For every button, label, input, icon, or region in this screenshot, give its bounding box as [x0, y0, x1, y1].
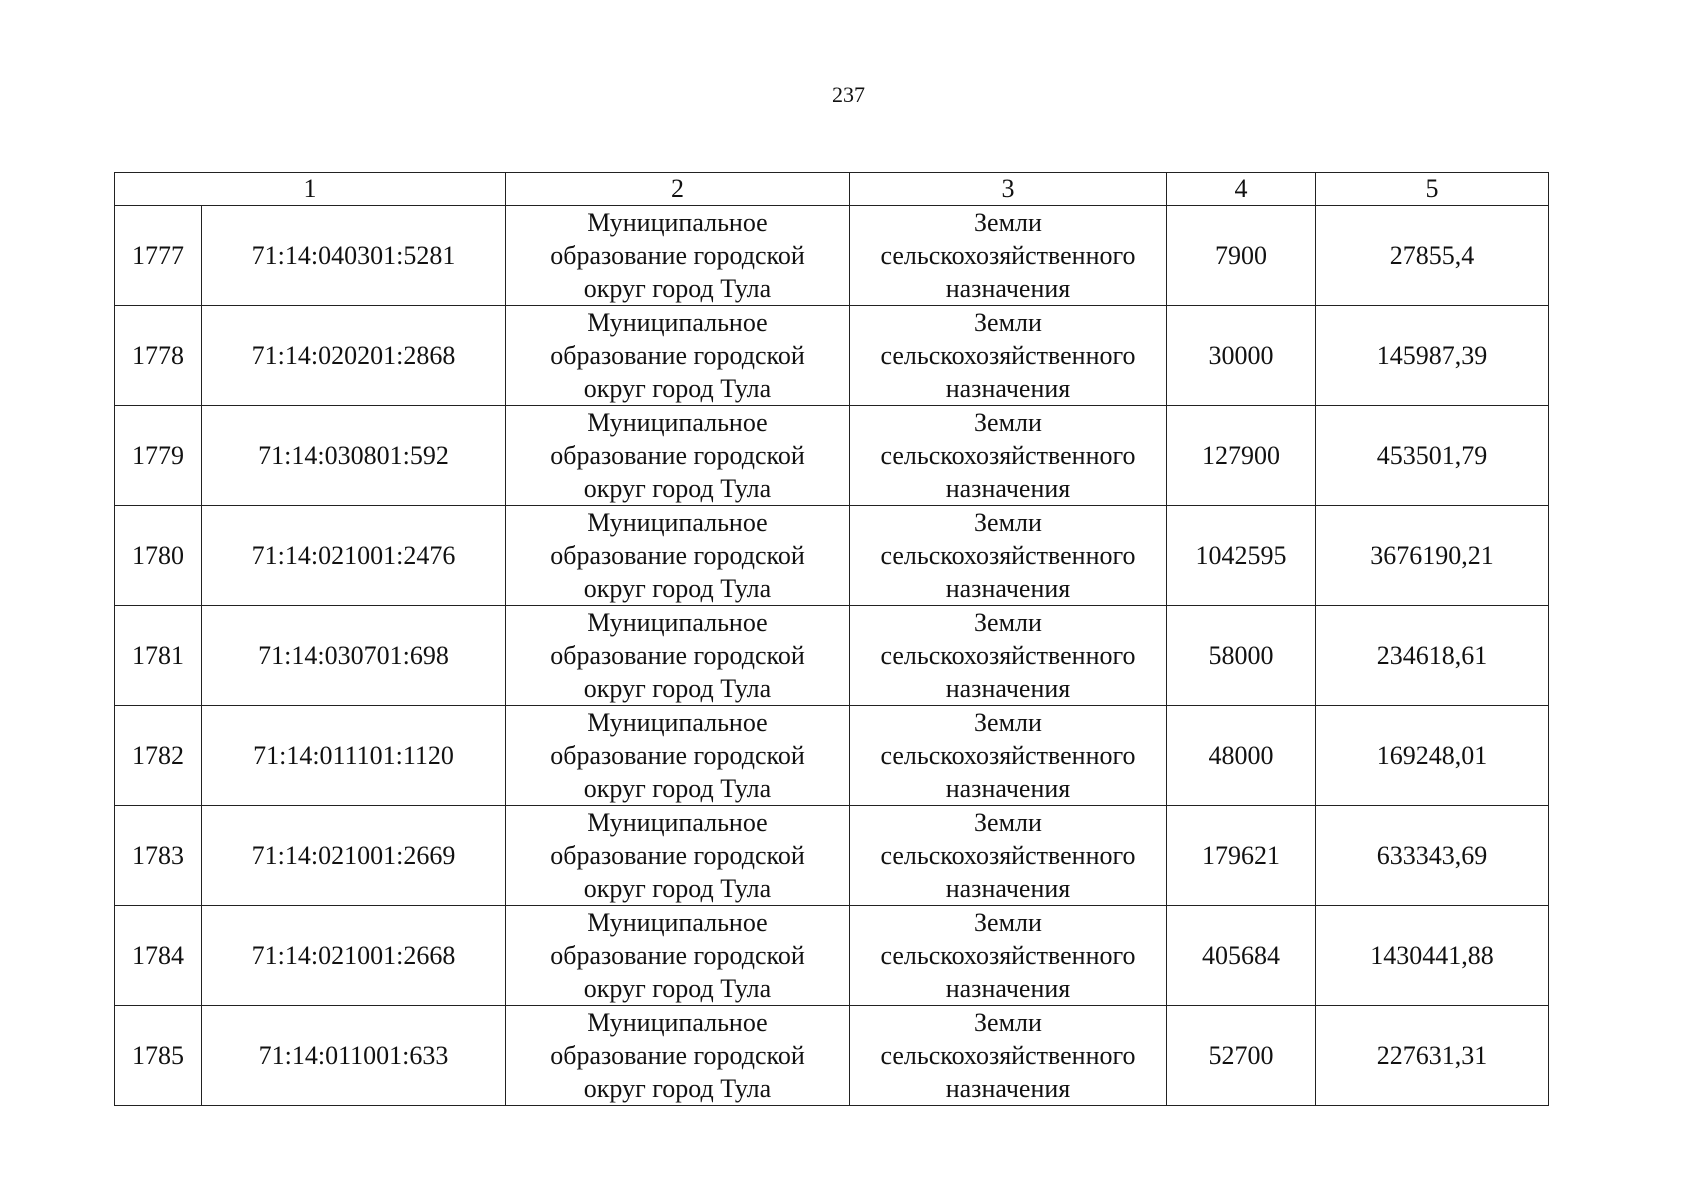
- land-category-cell-line: назначения: [945, 274, 1071, 303]
- cadastral-number: 71:14:040301:5281: [202, 206, 506, 306]
- column-header-5: 5: [1316, 173, 1549, 206]
- land-category-cell-line: сельскохозяйственного: [880, 541, 1136, 570]
- land-category-cell: [850, 206, 1167, 306]
- owner-cell: [506, 606, 850, 706]
- table-row: [115, 306, 1549, 406]
- row-number: 1779: [115, 406, 202, 506]
- owner-cell: [506, 906, 850, 1006]
- owner-cell: [506, 506, 850, 606]
- area-cell: 127900: [1167, 406, 1316, 506]
- land-category-cell-line: сельскохозяйственного: [880, 741, 1136, 770]
- owner-cell-line: Муниципальное: [587, 408, 768, 437]
- land-category-cell-line: Земли: [974, 1008, 1042, 1037]
- land-category-cell-line: назначения: [945, 1074, 1071, 1103]
- land-category-cell: [850, 606, 1167, 706]
- table-row: [115, 806, 1549, 906]
- owner-cell-line: Муниципальное: [587, 208, 768, 237]
- land-category-cell: [850, 706, 1167, 806]
- owner-cell-line: образование городской: [550, 941, 805, 970]
- land-category-cell-line: назначения: [945, 374, 1071, 403]
- cadastral-value-cell: 453501,79: [1316, 406, 1549, 506]
- owner-cell-line: округ город Тула: [583, 274, 772, 303]
- land-category-cell-line: Земли: [974, 408, 1042, 437]
- land-category-cell-line: назначения: [945, 974, 1071, 1003]
- land-category-cell-line: назначения: [945, 574, 1071, 603]
- owner-cell: [506, 206, 850, 306]
- cadastral-number: 71:14:011001:633: [202, 1006, 506, 1106]
- land-category-cell-line: сельскохозяйственного: [880, 841, 1136, 870]
- cadastral-number: 71:14:030801:592: [202, 406, 506, 506]
- land-registry-table: [114, 172, 1549, 1106]
- cadastral-value-cell: 227631,31: [1316, 1006, 1549, 1106]
- header-row: [115, 173, 1549, 206]
- owner-cell: [506, 406, 850, 506]
- table-row: [115, 506, 1549, 606]
- owner-cell-line: образование городской: [550, 541, 805, 570]
- row-number: 1783: [115, 806, 202, 906]
- cadastral-number: 71:14:021001:2476: [202, 506, 506, 606]
- cadastral-number: 71:14:021001:2669: [202, 806, 506, 906]
- cadastral-number: 71:14:030701:698: [202, 606, 506, 706]
- land-category-cell-line: сельскохозяйственного: [880, 441, 1136, 470]
- row-number: 1782: [115, 706, 202, 806]
- owner-cell-line: округ город Тула: [583, 1074, 772, 1103]
- cadastral-value-cell: 3676190,21: [1316, 506, 1549, 606]
- owner-cell-line: округ город Тула: [583, 974, 772, 1003]
- land-category-cell-line: Земли: [974, 708, 1042, 737]
- land-category-cell-line: Земли: [974, 508, 1042, 537]
- owner-cell-line: округ город Тула: [583, 374, 772, 403]
- page-number: 237: [832, 82, 865, 107]
- owner-cell: [506, 1006, 850, 1106]
- area-cell: 48000: [1167, 706, 1316, 806]
- column-header-3: 3: [850, 173, 1167, 206]
- land-category-cell-line: назначения: [945, 674, 1071, 703]
- owner-cell-line: округ город Тула: [583, 674, 772, 703]
- owner-cell-line: Муниципальное: [587, 508, 768, 537]
- area-cell: 52700: [1167, 1006, 1316, 1106]
- cadastral-value-cell: 1430441,88: [1316, 906, 1549, 1006]
- land-category-cell: [850, 306, 1167, 406]
- owner-cell: [506, 806, 850, 906]
- owner-cell-line: образование городской: [550, 441, 805, 470]
- owner-cell-line: Муниципальное: [587, 808, 768, 837]
- table-row: [115, 1006, 1549, 1106]
- area-cell: 405684: [1167, 906, 1316, 1006]
- area-cell: 1042595: [1167, 506, 1316, 606]
- area-cell: 30000: [1167, 306, 1316, 406]
- land-category-cell-line: Земли: [974, 208, 1042, 237]
- owner-cell-line: Муниципальное: [587, 308, 768, 337]
- owner-cell-line: округ город Тула: [583, 774, 772, 803]
- cadastral-number: 71:14:020201:2868: [202, 306, 506, 406]
- cadastral-value-cell: 633343,69: [1316, 806, 1549, 906]
- area-cell: 7900: [1167, 206, 1316, 306]
- land-category-cell-line: Земли: [974, 808, 1042, 837]
- land-category-cell: [850, 806, 1167, 906]
- land-category-cell-line: назначения: [945, 474, 1071, 503]
- owner-cell-line: округ город Тула: [583, 874, 772, 903]
- owner-cell-line: Муниципальное: [587, 708, 768, 737]
- land-category-cell-line: сельскохозяйственного: [880, 641, 1136, 670]
- cadastral-number: 71:14:021001:2668: [202, 906, 506, 1006]
- owner-cell-line: образование городской: [550, 641, 805, 670]
- table-row: [115, 906, 1549, 1006]
- land-category-cell: [850, 406, 1167, 506]
- column-header-4: 4: [1167, 173, 1316, 206]
- area-cell: 179621: [1167, 806, 1316, 906]
- row-number: 1781: [115, 606, 202, 706]
- land-category-cell-line: сельскохозяйственного: [880, 341, 1136, 370]
- row-number: 1778: [115, 306, 202, 406]
- row-number: 1780: [115, 506, 202, 606]
- land-category-cell-line: Земли: [974, 608, 1042, 637]
- table-row: [115, 406, 1549, 506]
- table-body: [115, 173, 1549, 1106]
- land-category-cell-line: сельскохозяйственного: [880, 941, 1136, 970]
- land-category-cell: [850, 1006, 1167, 1106]
- area-cell: 58000: [1167, 606, 1316, 706]
- land-category-cell-line: назначения: [945, 774, 1071, 803]
- cadastral-value-cell: 27855,4: [1316, 206, 1549, 306]
- table-row: [115, 606, 1549, 706]
- cadastral-value-cell: 169248,01: [1316, 706, 1549, 806]
- table-row: [115, 706, 1549, 806]
- owner-cell-line: образование городской: [550, 841, 805, 870]
- table-row: [115, 206, 1549, 306]
- column-header-2: 2: [506, 173, 850, 206]
- column-header-1: 1: [115, 173, 506, 206]
- owner-cell-line: образование городской: [550, 1041, 805, 1070]
- land-category-cell-line: сельскохозяйственного: [880, 1041, 1136, 1070]
- owner-cell-line: Муниципальное: [587, 608, 768, 637]
- owner-cell: [506, 306, 850, 406]
- owner-cell-line: Муниципальное: [587, 908, 768, 937]
- owner-cell-line: образование городской: [550, 741, 805, 770]
- cadastral-value-cell: 234618,61: [1316, 606, 1549, 706]
- row-number: 1777: [115, 206, 202, 306]
- land-category-cell: [850, 506, 1167, 606]
- land-category-cell-line: сельскохозяйственного: [880, 241, 1136, 270]
- land-category-cell-line: назначения: [945, 874, 1071, 903]
- land-category-cell: [850, 906, 1167, 1006]
- owner-cell-line: Муниципальное: [587, 1008, 768, 1037]
- row-number: 1784: [115, 906, 202, 1006]
- land-category-cell-line: Земли: [974, 308, 1042, 337]
- owner-cell-line: образование городской: [550, 241, 805, 270]
- row-number: 1785: [115, 1006, 202, 1106]
- owner-cell-line: образование городской: [550, 341, 805, 370]
- owner-cell: [506, 706, 850, 806]
- owner-cell-line: округ город Тула: [583, 574, 772, 603]
- owner-cell-line: округ город Тула: [583, 474, 772, 503]
- cadastral-number: 71:14:011101:1120: [202, 706, 506, 806]
- land-category-cell-line: Земли: [974, 908, 1042, 937]
- cadastral-value-cell: 145987,39: [1316, 306, 1549, 406]
